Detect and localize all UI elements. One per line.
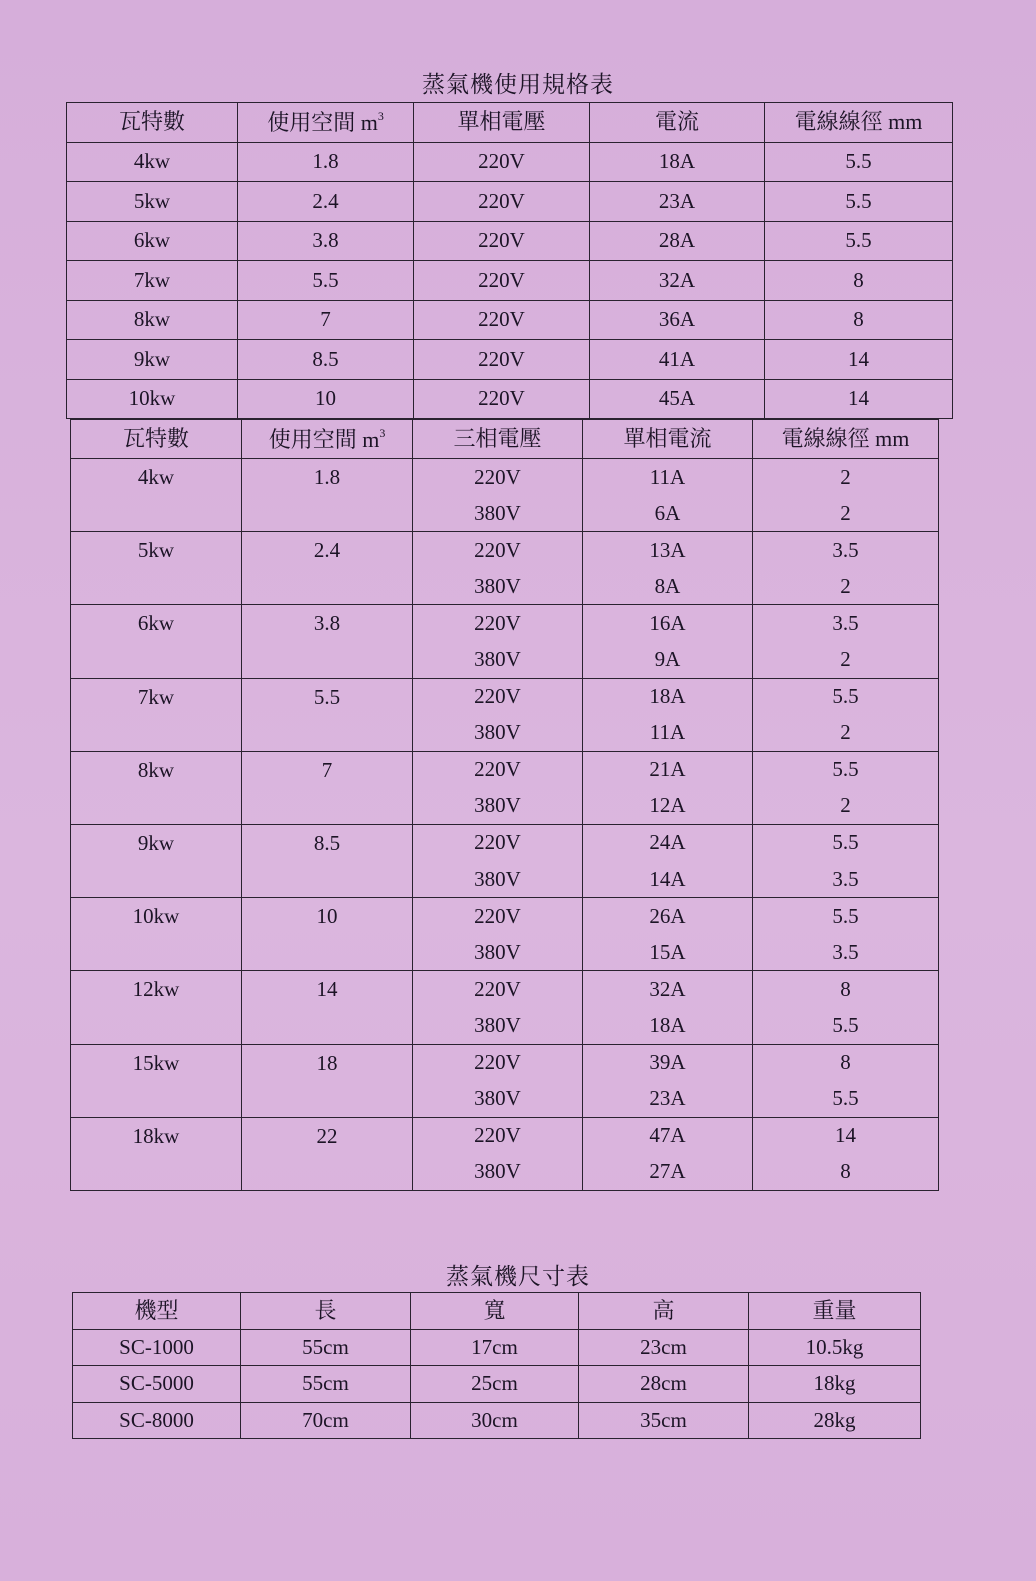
length-cell: 55cm xyxy=(241,1329,411,1366)
space-cell: 1.8 xyxy=(242,459,413,532)
header-space-label: 使用空間 m xyxy=(267,110,378,136)
space-cell: 5.5 xyxy=(238,261,414,301)
space-cell: 14 xyxy=(242,971,413,1044)
voltage-cell: 220V xyxy=(413,1044,583,1081)
current-cell: 11A xyxy=(583,459,753,496)
table-row xyxy=(71,532,939,569)
wire-gauge-cell: 5.5 xyxy=(765,142,953,182)
voltage-cell: 220V xyxy=(413,751,583,788)
voltage-cell: 380V xyxy=(413,1154,583,1191)
space-cell: 7 xyxy=(242,751,413,824)
voltage-cell: 380V xyxy=(413,715,583,752)
width-cell: 25cm xyxy=(411,1366,579,1403)
wattage-cell: 6kw xyxy=(67,221,238,261)
space-cell: 1.8 xyxy=(238,142,414,182)
header-space-unit-exponent: 3 xyxy=(379,426,386,440)
wattage-cell: 12kw xyxy=(71,971,242,1044)
wire-gauge-cell: 5.5 xyxy=(765,182,953,222)
current-cell: 27A xyxy=(583,1154,753,1191)
header-space xyxy=(238,103,414,143)
voltage-cell: 380V xyxy=(413,568,583,605)
current-cell: 13A xyxy=(583,532,753,569)
length-cell: 55cm xyxy=(241,1366,411,1403)
voltage-cell: 380V xyxy=(413,788,583,825)
wire-gauge-cell: 14 xyxy=(753,1117,939,1154)
current-cell: 23A xyxy=(583,1081,753,1118)
voltage-cell: 220V xyxy=(413,824,583,861)
wattage-cell: 7kw xyxy=(71,678,242,751)
voltage-cell: 220V xyxy=(413,532,583,569)
current-cell: 15A xyxy=(583,934,753,971)
table-row xyxy=(73,1329,921,1366)
voltage-cell: 380V xyxy=(413,1081,583,1118)
wire-gauge-cell: 8 xyxy=(753,1154,939,1191)
wire-gauge-cell: 2 xyxy=(753,641,939,678)
space-cell: 2.4 xyxy=(238,182,414,222)
wire-gauge-cell: 14 xyxy=(765,379,953,419)
table-row xyxy=(67,261,953,301)
current-cell: 18A xyxy=(583,678,753,715)
space-cell: 8.5 xyxy=(242,824,413,897)
wattage-cell: 8kw xyxy=(67,300,238,340)
space-cell: 5.5 xyxy=(242,678,413,751)
table-row xyxy=(71,1117,939,1154)
wire-gauge-cell: 8 xyxy=(753,1044,939,1081)
header-model: 機型 xyxy=(73,1293,241,1330)
voltage-cell: 380V xyxy=(413,861,583,898)
wire-gauge-cell: 5.5 xyxy=(765,221,953,261)
model-cell: SC-5000 xyxy=(73,1366,241,1403)
wire-gauge-cell: 14 xyxy=(765,340,953,380)
current-cell: 8A xyxy=(583,568,753,605)
current-cell: 14A xyxy=(583,861,753,898)
wire-gauge-cell: 5.5 xyxy=(753,898,939,935)
width-cell: 30cm xyxy=(411,1402,579,1439)
wattage-cell: 4kw xyxy=(71,459,242,532)
wattage-cell: 5kw xyxy=(71,532,242,605)
wattage-cell: 18kw xyxy=(71,1117,242,1190)
wire-gauge-cell: 5.5 xyxy=(753,1081,939,1118)
voltage-cell: 220V xyxy=(413,1117,583,1154)
space-cell: 22 xyxy=(242,1117,413,1190)
weight-cell: 18kg xyxy=(749,1366,921,1403)
current-cell: 23A xyxy=(590,182,765,222)
table-row xyxy=(67,300,953,340)
current-cell: 45A xyxy=(590,379,765,419)
header-current: 電流 xyxy=(590,103,765,143)
table-row xyxy=(71,824,939,861)
model-cell: SC-8000 xyxy=(73,1402,241,1439)
three-phase-spec-table xyxy=(70,419,939,1191)
wire-gauge-cell: 3.5 xyxy=(753,861,939,898)
wattage-cell: 7kw xyxy=(67,261,238,301)
current-cell: 12A xyxy=(583,788,753,825)
wire-gauge-cell: 3.5 xyxy=(753,605,939,642)
voltage-cell: 380V xyxy=(413,1007,583,1044)
header-space-label: 使用空間 m xyxy=(268,427,380,452)
voltage-cell: 380V xyxy=(413,934,583,971)
table-row xyxy=(67,182,953,222)
table-row xyxy=(71,605,939,642)
space-cell: 10 xyxy=(242,898,413,971)
current-cell: 9A xyxy=(583,641,753,678)
wire-gauge-cell: 2 xyxy=(753,459,939,496)
voltage-cell: 380V xyxy=(413,641,583,678)
wire-gauge-cell: 5.5 xyxy=(753,678,939,715)
table-row xyxy=(71,678,939,715)
table-header-row xyxy=(71,420,939,459)
header-height: 高 xyxy=(579,1293,749,1330)
dimensions-table xyxy=(72,1292,921,1439)
wire-gauge-cell: 2 xyxy=(753,568,939,605)
table-row xyxy=(71,1044,939,1081)
wattage-cell: 9kw xyxy=(67,340,238,380)
space-cell: 18 xyxy=(242,1044,413,1117)
table-header-row xyxy=(73,1293,921,1330)
voltage-cell: 220V xyxy=(413,459,583,496)
header-voltage: 三相電壓 xyxy=(413,420,583,459)
wire-gauge-cell: 2 xyxy=(753,788,939,825)
header-wire-gauge: 電線線徑 mm xyxy=(765,103,953,143)
wire-gauge-cell: 3.5 xyxy=(753,934,939,971)
wattage-cell: 5kw xyxy=(67,182,238,222)
voltage-cell: 220V xyxy=(414,261,590,301)
current-cell: 24A xyxy=(583,824,753,861)
current-cell: 39A xyxy=(583,1044,753,1081)
space-cell: 3.8 xyxy=(242,605,413,678)
wattage-cell: 6kw xyxy=(71,605,242,678)
voltage-cell: 220V xyxy=(414,221,590,261)
wattage-cell: 4kw xyxy=(67,142,238,182)
wattage-cell: 10kw xyxy=(67,379,238,419)
current-cell: 6A xyxy=(583,495,753,532)
wattage-cell: 15kw xyxy=(71,1044,242,1117)
current-cell: 32A xyxy=(583,971,753,1008)
table-row xyxy=(71,898,939,935)
wire-gauge-cell: 8 xyxy=(765,300,953,340)
model-cell: SC-1000 xyxy=(73,1329,241,1366)
table-row xyxy=(67,142,953,182)
table-row xyxy=(73,1402,921,1439)
voltage-cell: 220V xyxy=(414,142,590,182)
voltage-cell: 380V xyxy=(413,495,583,532)
header-space-unit-exponent: 3 xyxy=(377,109,384,124)
table-row xyxy=(67,221,953,261)
dimensions-table-title: 蒸氣機尺寸表 xyxy=(446,1264,590,1290)
voltage-cell: 220V xyxy=(413,678,583,715)
wire-gauge-cell: 5.5 xyxy=(753,751,939,788)
header-wire-gauge: 電線線徑 mm xyxy=(753,420,939,459)
current-cell: 21A xyxy=(583,751,753,788)
header-wattage: 瓦特數 xyxy=(67,103,238,143)
wattage-cell: 10kw xyxy=(71,898,242,971)
current-cell: 18A xyxy=(583,1007,753,1044)
current-cell: 18A xyxy=(590,142,765,182)
voltage-cell: 220V xyxy=(413,898,583,935)
space-cell: 3.8 xyxy=(238,221,414,261)
table-row xyxy=(71,459,939,496)
space-cell: 8.5 xyxy=(238,340,414,380)
single-phase-spec-table xyxy=(66,102,953,419)
table-row xyxy=(71,751,939,788)
voltage-cell: 220V xyxy=(414,300,590,340)
space-cell: 7 xyxy=(238,300,414,340)
voltage-cell: 220V xyxy=(414,379,590,419)
space-cell: 2.4 xyxy=(242,532,413,605)
wattage-cell: 8kw xyxy=(71,751,242,824)
height-cell: 35cm xyxy=(579,1402,749,1439)
current-cell: 28A xyxy=(590,221,765,261)
table-row xyxy=(73,1366,921,1403)
wire-gauge-cell: 8 xyxy=(753,971,939,1008)
current-cell: 32A xyxy=(590,261,765,301)
header-voltage: 單相電壓 xyxy=(414,103,590,143)
current-cell: 47A xyxy=(583,1117,753,1154)
wire-gauge-cell: 3.5 xyxy=(753,532,939,569)
header-wattage: 瓦特數 xyxy=(71,420,242,459)
wire-gauge-cell: 8 xyxy=(765,261,953,301)
weight-cell: 28kg xyxy=(749,1402,921,1439)
current-cell: 16A xyxy=(583,605,753,642)
header-space xyxy=(242,420,413,459)
current-cell: 36A xyxy=(590,300,765,340)
wire-gauge-cell: 2 xyxy=(753,495,939,532)
wire-gauge-cell: 5.5 xyxy=(753,824,939,861)
header-weight: 重量 xyxy=(749,1293,921,1330)
wire-gauge-cell: 2 xyxy=(753,715,939,752)
height-cell: 28cm xyxy=(579,1366,749,1403)
wire-gauge-cell: 5.5 xyxy=(753,1007,939,1044)
table-row xyxy=(71,971,939,1008)
width-cell: 17cm xyxy=(411,1329,579,1366)
current-cell: 26A xyxy=(583,898,753,935)
voltage-cell: 220V xyxy=(413,605,583,642)
header-width: 寬 xyxy=(411,1293,579,1330)
table-header-row xyxy=(67,103,953,143)
current-cell: 11A xyxy=(583,715,753,752)
header-current: 單相電流 xyxy=(583,420,753,459)
voltage-cell: 220V xyxy=(414,340,590,380)
current-cell: 41A xyxy=(590,340,765,380)
table-row xyxy=(67,340,953,380)
length-cell: 70cm xyxy=(241,1402,411,1439)
voltage-cell: 220V xyxy=(414,182,590,222)
weight-cell: 10.5kg xyxy=(749,1329,921,1366)
height-cell: 23cm xyxy=(579,1329,749,1366)
header-length: 長 xyxy=(241,1293,411,1330)
space-cell: 10 xyxy=(238,379,414,419)
table-row xyxy=(67,379,953,419)
spec-table-title: 蒸氣機使用規格表 xyxy=(422,72,614,98)
wattage-cell: 9kw xyxy=(71,824,242,897)
voltage-cell: 220V xyxy=(413,971,583,1008)
